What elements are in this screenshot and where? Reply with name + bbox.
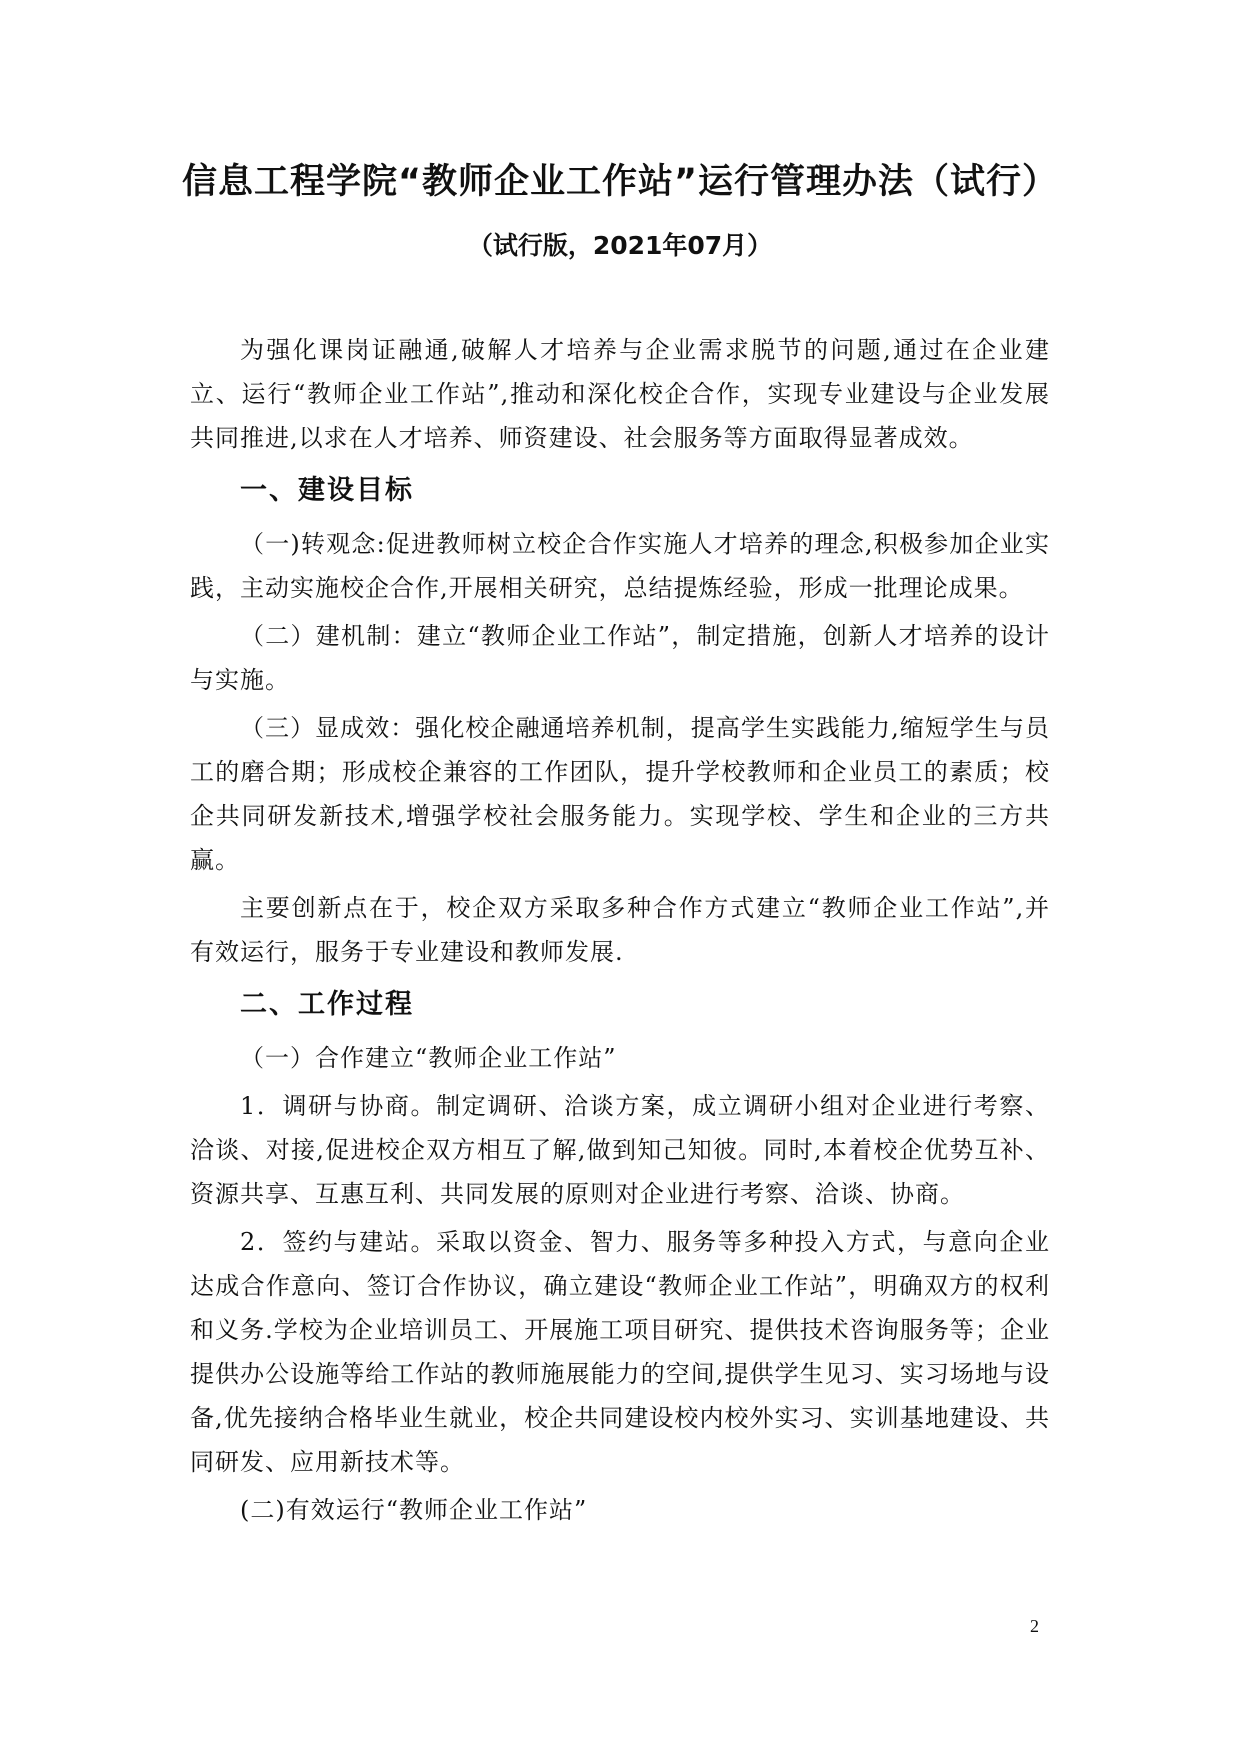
- document-title: 信息工程学院“教师企业工作站”运行管理办法（试行）: [181, 162, 1058, 202]
- document-body: [190, 328, 1050, 1536]
- section-heading-2: 二、工作过程: [240, 989, 414, 1020]
- intro-paragraph: 为强化课岗证融通,破解人才培养与企业需求脱节的问题,通过在企业建立、运行“教师企业工作站”,推动和深化校企合作，实现专业建设与企业发展共同推进,以求在人才培养、师资建设、社会服务等方面取得显著成效。: [190, 336, 1050, 452]
- document-subtitle: （试行版，2021年07月）: [467, 231, 773, 260]
- page-number: 2: [1030, 1616, 1039, 1636]
- subsection-heading: (二)有效运行“教师企业工作站”: [240, 1496, 588, 1524]
- paragraph: （二）建机制：建立“教师企业工作站”，制定措施，创新人才培养的设计与实施。: [190, 622, 1050, 694]
- paragraph: 1．调研与协商。制定调研、洽谈方案，成立调研小组对企业进行考察、洽谈、对接,促进校企双方相互了解,做到知己知彼。同时,本着校企优势互补、资源共享、互惠互利、共同发展的原则对企业进行考察、洽谈、协商。: [190, 1092, 1050, 1208]
- subsection-heading: （一）合作建立“教师企业工作站”: [240, 1044, 617, 1072]
- paragraph: 2．签约与建站。采取以资金、智力、服务等多种投入方式，与意向企业达成合作意向、签订合作协议，确立建设“教师企业工作站”，明确双方的权利和义务.学校为企业培训员工、开展施工项目研究、提供技术咨询服务等；企业提供办公设施等给工作站的教师施展能力的空间,提供学生见习、实习场地与设备,优先接纳合格毕业生就业，校企共同建设校内校外实习、实训基地建设、共同研发、应用新技术等。: [190, 1228, 1050, 1476]
- paragraph: （一)转观念:促进教师树立校企合作实施人才培养的理念,积极参加企业实践，主动实施校企合作,开展相关研究，总结提炼经验，形成一批理论成果。: [190, 530, 1050, 602]
- paragraph: 主要创新点在于，校企双方采取多种合作方式建立“教师企业工作站”,并有效运行，服务于专业建设和教师发展.: [190, 894, 1050, 966]
- section-heading-1: 一、建设目标: [240, 475, 414, 506]
- paragraph: （三）显成效：强化校企融通培养机制，提高学生实践能力,缩短学生与员工的磨合期；形成校企兼容的工作团队，提升学校教师和企业员工的素质；校企共同研发新技术,增强学校社会服务能力。实现学校、学生和企业的三方共赢。: [190, 714, 1050, 874]
